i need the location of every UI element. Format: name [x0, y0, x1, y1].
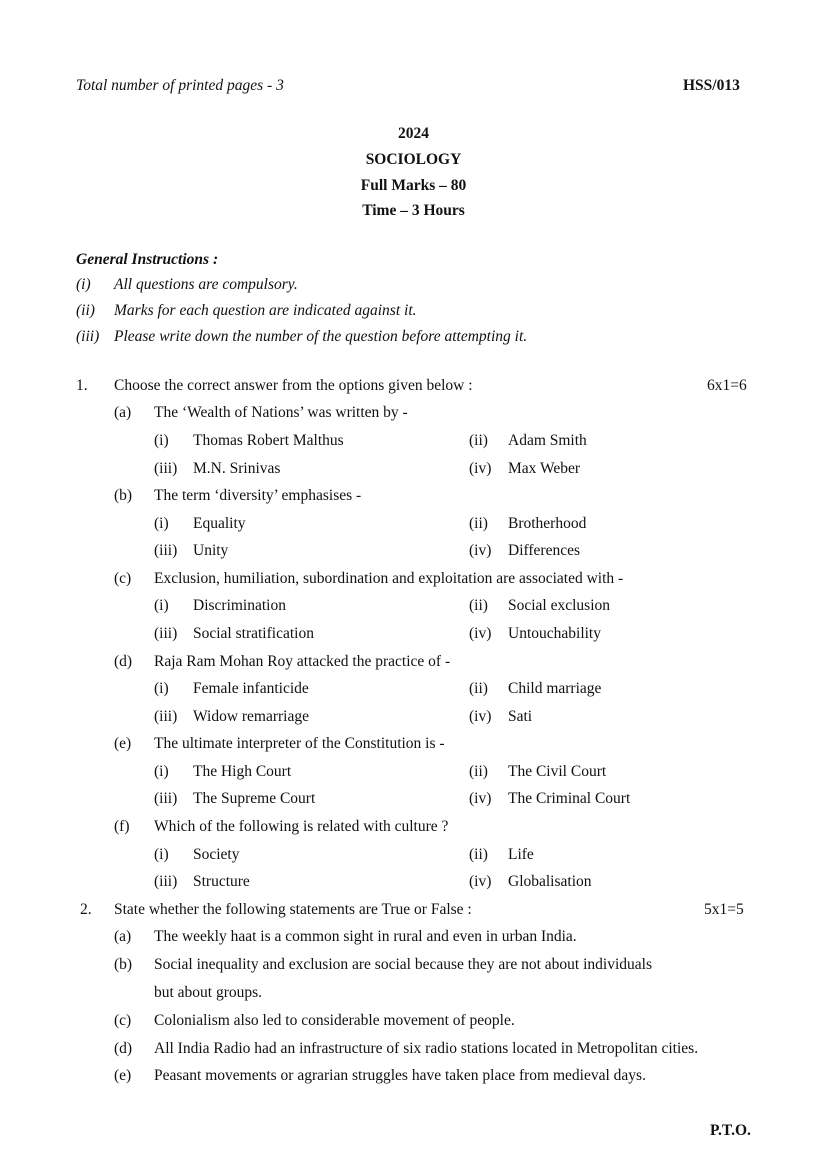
question-marks: 6x1=6	[707, 377, 747, 394]
question-marks: 5x1=5	[704, 901, 744, 918]
option-num: (iii)	[154, 873, 178, 890]
part-label: (b)	[114, 487, 133, 504]
option-text: Brotherhood	[508, 515, 587, 532]
statement-label: (d)	[114, 1040, 133, 1057]
option-text: Globalisation	[508, 873, 592, 890]
option-num: (i)	[154, 680, 169, 697]
option-text: Max Weber	[508, 460, 581, 477]
statement-label: (b)	[114, 956, 133, 973]
option-num: (ii)	[469, 846, 488, 863]
part-question: The ‘Wealth of Nations’ was written by -	[154, 404, 408, 421]
statement-label: (e)	[114, 1067, 132, 1084]
statement-text: Peasant movements or agrarian struggles have taken place from medieval days.	[154, 1067, 646, 1084]
instruction-num: (i)	[76, 276, 91, 293]
printed-pages-note: Total number of printed pages - 3	[76, 77, 284, 94]
statement-text: The weekly haat is a common sight in rural and even in urban India.	[154, 928, 577, 945]
option-num: (ii)	[469, 763, 488, 780]
part-question: Exclusion, humiliation, subordination and exploitation are associated with -	[154, 570, 624, 587]
question-number: 1.	[76, 377, 88, 394]
option-text: Adam Smith	[508, 432, 587, 449]
instruction-text: Please write down the number of the question before attempting it.	[114, 328, 528, 345]
option-num: (iii)	[154, 790, 178, 807]
option-num: (iv)	[469, 873, 492, 890]
pto-note: P.T.O.	[710, 1122, 751, 1139]
instruction-num: (ii)	[76, 302, 95, 319]
part-question: The term ‘diversity’ emphasises -	[154, 487, 362, 504]
option-num: (i)	[154, 597, 169, 614]
question-text: Choose the correct answer from the options given below :	[114, 377, 473, 394]
option-text: The Supreme Court	[193, 790, 316, 807]
statement-text: All India Radio had an infrastructure of six radio stations located in Metropolitan cities.	[154, 1040, 699, 1057]
part-question: The ultimate interpreter of the Constitution is -	[154, 735, 445, 752]
option-text: Widow remarriage	[193, 708, 310, 725]
option-num: (iv)	[469, 460, 492, 477]
time-allowed: Time – 3 Hours	[362, 202, 465, 219]
option-text: Structure	[193, 873, 250, 890]
option-text: Child marriage	[508, 680, 602, 697]
option-num: (i)	[154, 515, 169, 532]
option-text: Discrimination	[193, 597, 286, 614]
statement-label: (c)	[114, 1012, 132, 1029]
option-text: Society	[193, 846, 240, 863]
option-num: (iii)	[154, 625, 178, 642]
paper-code: HSS/013	[683, 77, 740, 94]
option-num: (iv)	[469, 542, 492, 559]
question-number: 2.	[80, 901, 92, 918]
statement-text: Social inequality and exclusion are social because they are not about individuals	[154, 956, 652, 973]
option-num: (ii)	[469, 597, 488, 614]
statement-text-continued: but about groups.	[154, 984, 263, 1001]
exam-year: 2024	[398, 125, 429, 142]
instruction-num: (iii)	[76, 328, 100, 345]
option-text: Untouchability	[508, 625, 601, 642]
statement-label: (a)	[114, 928, 132, 945]
option-text: Social exclusion	[508, 597, 611, 614]
part-question: Raja Ram Mohan Roy attacked the practice of -	[154, 653, 451, 670]
option-text: Life	[508, 846, 534, 863]
option-num: (i)	[154, 432, 169, 449]
option-num: (iv)	[469, 625, 492, 642]
option-text: The Criminal Court	[508, 790, 631, 807]
part-question: Which of the following is related with culture ?	[154, 818, 449, 835]
option-num: (ii)	[469, 515, 488, 532]
question-text: State whether the following statements are True or False :	[114, 901, 472, 918]
instruction-text: Marks for each question are indicated against it.	[114, 302, 417, 319]
instruction-text: All questions are compulsory.	[114, 276, 298, 293]
option-num: (ii)	[469, 680, 488, 697]
option-num: (i)	[154, 763, 169, 780]
option-text: Equality	[193, 515, 246, 532]
option-num: (iii)	[154, 460, 178, 477]
option-num: (iv)	[469, 790, 492, 807]
option-text: Differences	[508, 542, 581, 559]
option-text: Thomas Robert Malthus	[193, 432, 344, 449]
part-label: (c)	[114, 570, 132, 587]
option-text: The High Court	[193, 763, 292, 780]
part-label: (d)	[114, 653, 133, 670]
part-label: (e)	[114, 735, 132, 752]
option-num: (ii)	[469, 432, 488, 449]
option-text: M.N. Srinivas	[193, 460, 281, 477]
option-num: (iii)	[154, 542, 178, 559]
option-num: (iii)	[154, 708, 178, 725]
option-num: (i)	[154, 846, 169, 863]
statement-text: Colonialism also led to considerable movement of people.	[154, 1012, 515, 1029]
option-text: Unity	[193, 542, 229, 559]
option-text: Sati	[508, 708, 533, 725]
option-text: Social stratification	[193, 625, 314, 642]
subject-title: SOCIOLOGY	[365, 151, 462, 168]
part-label: (f)	[114, 818, 130, 835]
full-marks: Full Marks – 80	[360, 177, 467, 194]
instructions-heading: General Instructions :	[76, 251, 219, 268]
option-text: Female infanticide	[193, 680, 309, 697]
part-label: (a)	[114, 404, 132, 421]
option-num: (iv)	[469, 708, 492, 725]
option-text: The Civil Court	[508, 763, 607, 780]
